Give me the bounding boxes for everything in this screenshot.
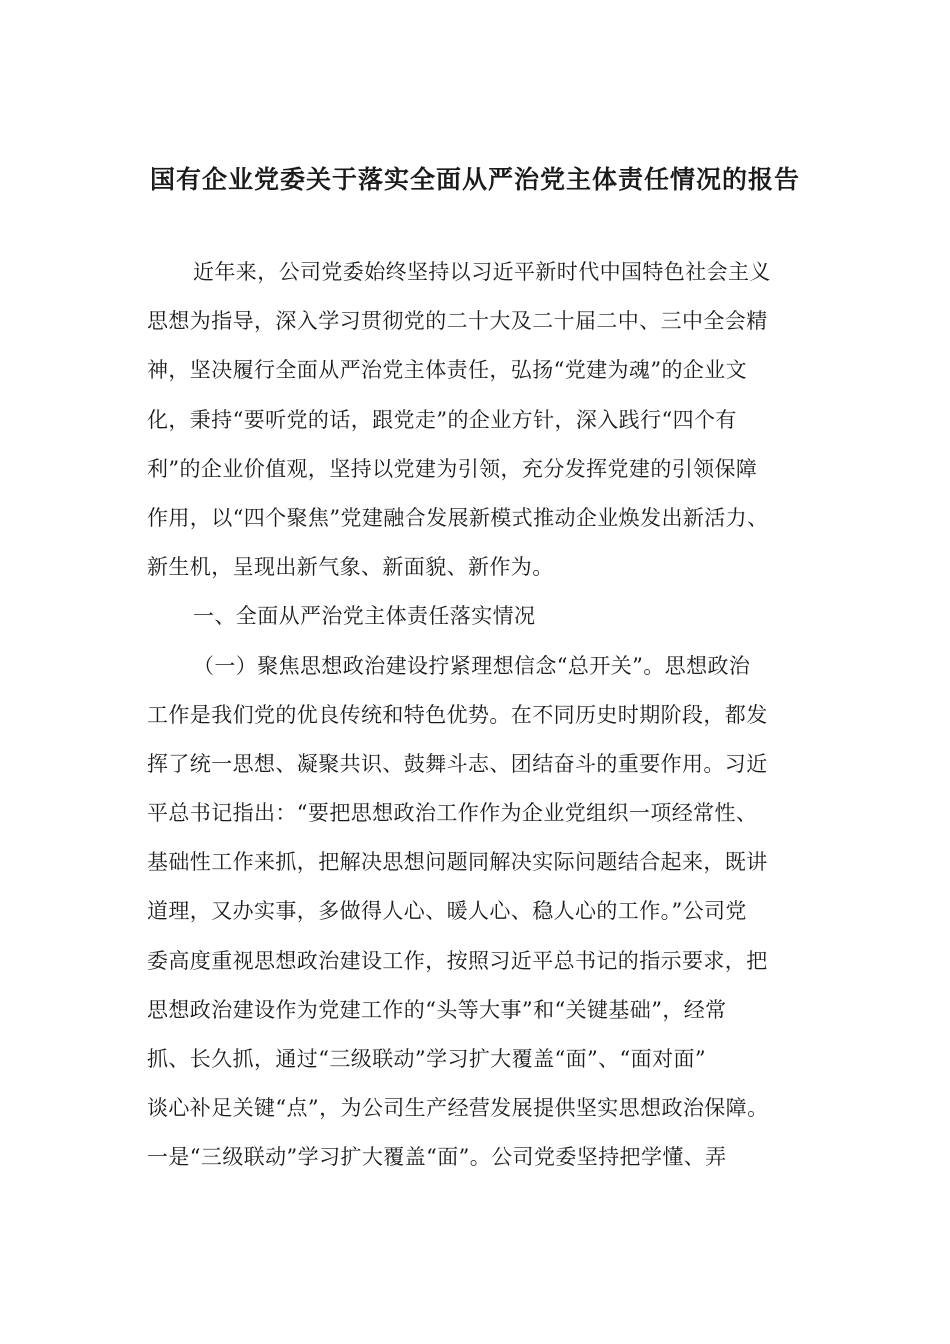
body-line: 委高度重视思想政治建设工作，按照习近平总书记的指示要求，把: [147, 948, 768, 973]
body-line: 利”的企业价值观，坚持以党建为引领，充分发挥党建的引领保障: [147, 456, 758, 481]
document-title: 国有企业党委关于落实全面从严治党主体责任情况的报告: [149, 165, 800, 194]
body-line: 道理，又办实事，多做得人心、暖人心、稳人心的工作。”公司党: [147, 899, 747, 924]
body-line: 平总书记指出：“要把思想政治工作作为企业党组织一项经常性、: [147, 801, 758, 826]
body-line: 挥了统一思想、凝聚共识、鼓舞斗志、团结奋斗的重要作用。习近: [147, 751, 768, 776]
body-line: 思想为指导，深入学习贯彻党的二十大及二十届二中、三中全会精: [147, 309, 768, 334]
document-body: [147, 248, 837, 1183]
body-line: 思想政治建设作为党建工作的“头等大事”和“关键基础”，经常: [147, 997, 727, 1022]
body-line: 一是“三级联动”学习扩大覆盖“面”。公司党委坚持把学懂、弄: [147, 1145, 727, 1170]
body-line: 抓、长久抓，通过“三级联动”学习扩大覆盖“面”、“面对面”: [147, 1047, 707, 1071]
body-line: 作用，以“四个聚焦”党建融合发展新模式推动企业焕发出新活力、: [147, 505, 769, 530]
body-line: 谈心补足关键“点”，为公司生产经营发展提供坚实思想政治保障。: [147, 1096, 769, 1121]
body-line: 一、全面从严治党主体责任落实情况: [193, 604, 536, 629]
body-line: 近年来，公司党委始终坚持以习近平新时代中国特色社会主义: [193, 260, 771, 284]
body-line: 化，秉持“要听党的话，跟党走”的企业方针，深入践行“四个有: [147, 407, 737, 432]
body-line: 工作是我们党的优良传统和特色优势。在不同历史时期阶段，都发: [147, 702, 768, 727]
body-line: （一）聚焦思想政治建设拧紧理想信念“总开关”。思想政治: [193, 653, 751, 678]
body-line: 神，坚决履行全面从严治党主体责任，弘扬“党建为魂”的企业文: [147, 358, 748, 383]
body-line: 新生机，呈现出新气象、新面貌、新作为。: [147, 555, 554, 580]
body-line: 基础性工作来抓，把解决思想问题同解决实际问题结合起来，既讲: [147, 850, 768, 875]
